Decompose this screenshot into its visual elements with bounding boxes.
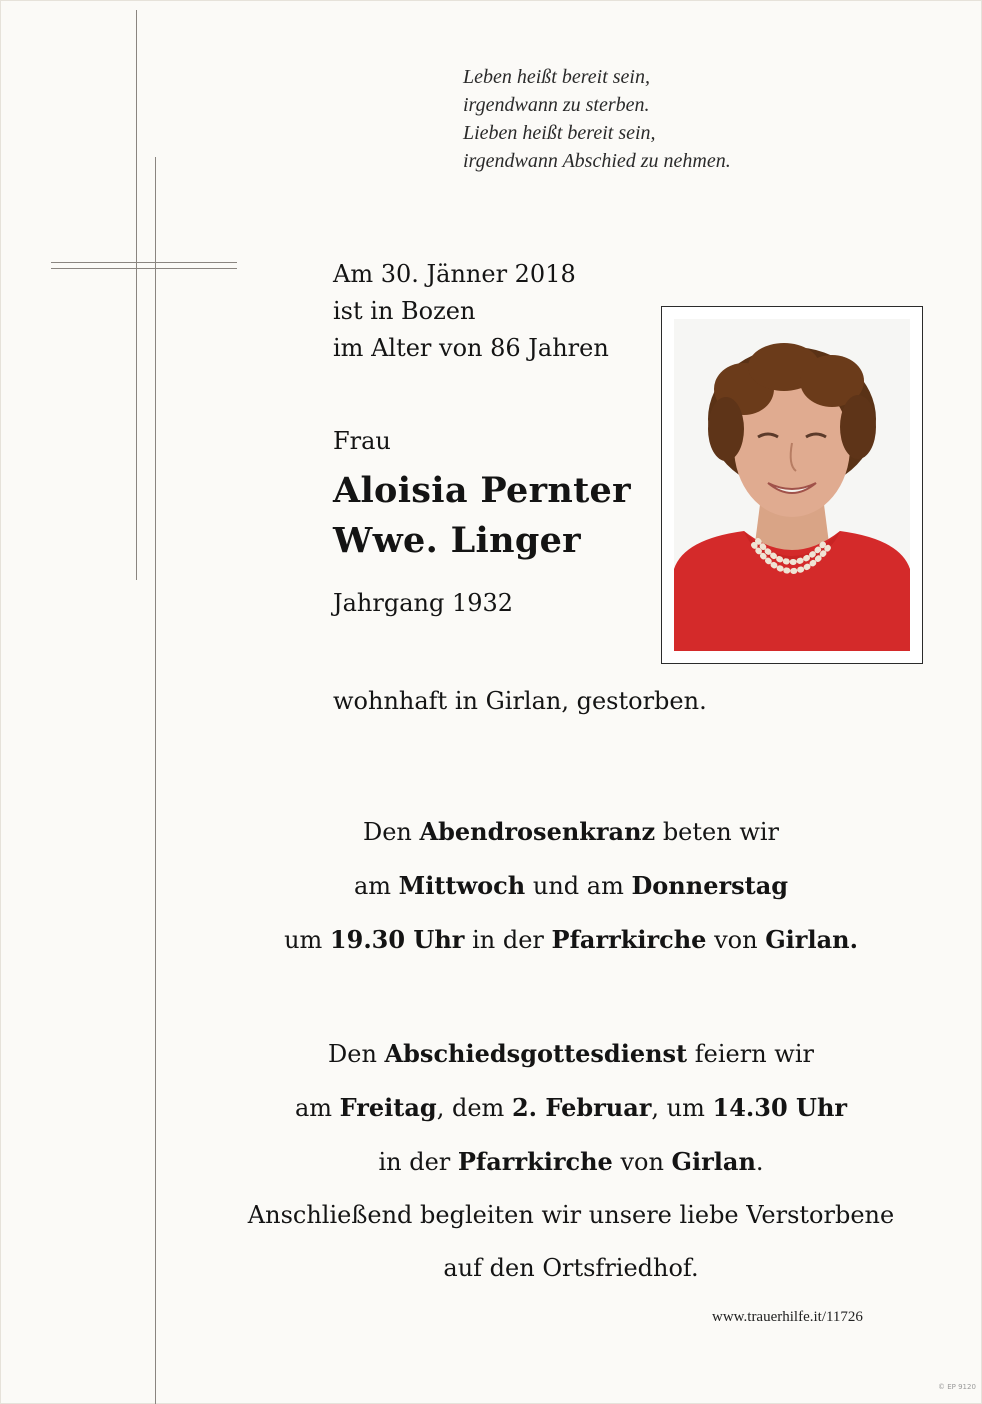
quote-line: irgendwann zu sterben.: [463, 94, 650, 116]
cross-horizontal-line-top: [51, 262, 237, 263]
deceased-name-line1: Aloisia Pernter: [333, 470, 631, 511]
rosary-announcement: [160, 805, 982, 967]
quote-line: Leben heißt bereit sein,: [463, 66, 650, 88]
website-link[interactable]: www.trauerhilfe.it/11726: [712, 1309, 863, 1325]
portrait-frame: [661, 306, 923, 664]
age-line: im Alter von 86 Jahren: [333, 334, 609, 362]
funeral-line-4: Anschließend begleiten wir unsere liebe Verstorbene: [247, 1201, 895, 1229]
death-date-line: Am 30. Jänner 2018: [333, 260, 576, 288]
cross-vertical-line-right: [155, 157, 156, 1404]
funeral-line-5: auf den Ortsfriedhof.: [443, 1254, 699, 1282]
funeral-service-announcement: [160, 1027, 982, 1295]
portrait-photo: [674, 319, 910, 651]
death-place-line: ist in Bozen: [333, 297, 476, 325]
rosary-line-1: Den Abendrosenkranz beten wir: [362, 817, 780, 846]
residence-line: wohnhaft in Girlan, gestorben.: [333, 687, 707, 715]
cross-vertical-line-left: [136, 10, 137, 580]
quote-line: irgendwann Abschied zu nehmen.: [463, 150, 731, 172]
cross-horizontal-line-bottom: [51, 268, 237, 269]
portrait-illustration: [674, 319, 910, 651]
funeral-line-1: Den Abschiedsgottesdienst feiern wir: [328, 1039, 814, 1068]
deceased-name-line2: Wwe. Linger: [333, 520, 581, 561]
memorial-quote: [463, 63, 731, 175]
funeral-line-3: in der Pfarrkirche von Girlan.: [378, 1147, 764, 1176]
rosary-line-3: um 19.30 Uhr in der Pfarrkirche von Girlan.: [284, 925, 858, 954]
deceased-name: [333, 466, 631, 566]
salutation: Frau: [333, 427, 391, 455]
quote-line: Lieben heißt bereit sein,: [463, 122, 656, 144]
rosary-line-2: am Mittwoch und am Donnerstag: [353, 871, 789, 900]
funeral-line-2: am Freitag, dem 2. Februar, um 14.30 Uhr: [294, 1093, 848, 1122]
birth-year: Jahrgang 1932: [333, 589, 514, 617]
death-announcement: [333, 256, 609, 367]
print-code: © EP 9120: [938, 1383, 976, 1391]
